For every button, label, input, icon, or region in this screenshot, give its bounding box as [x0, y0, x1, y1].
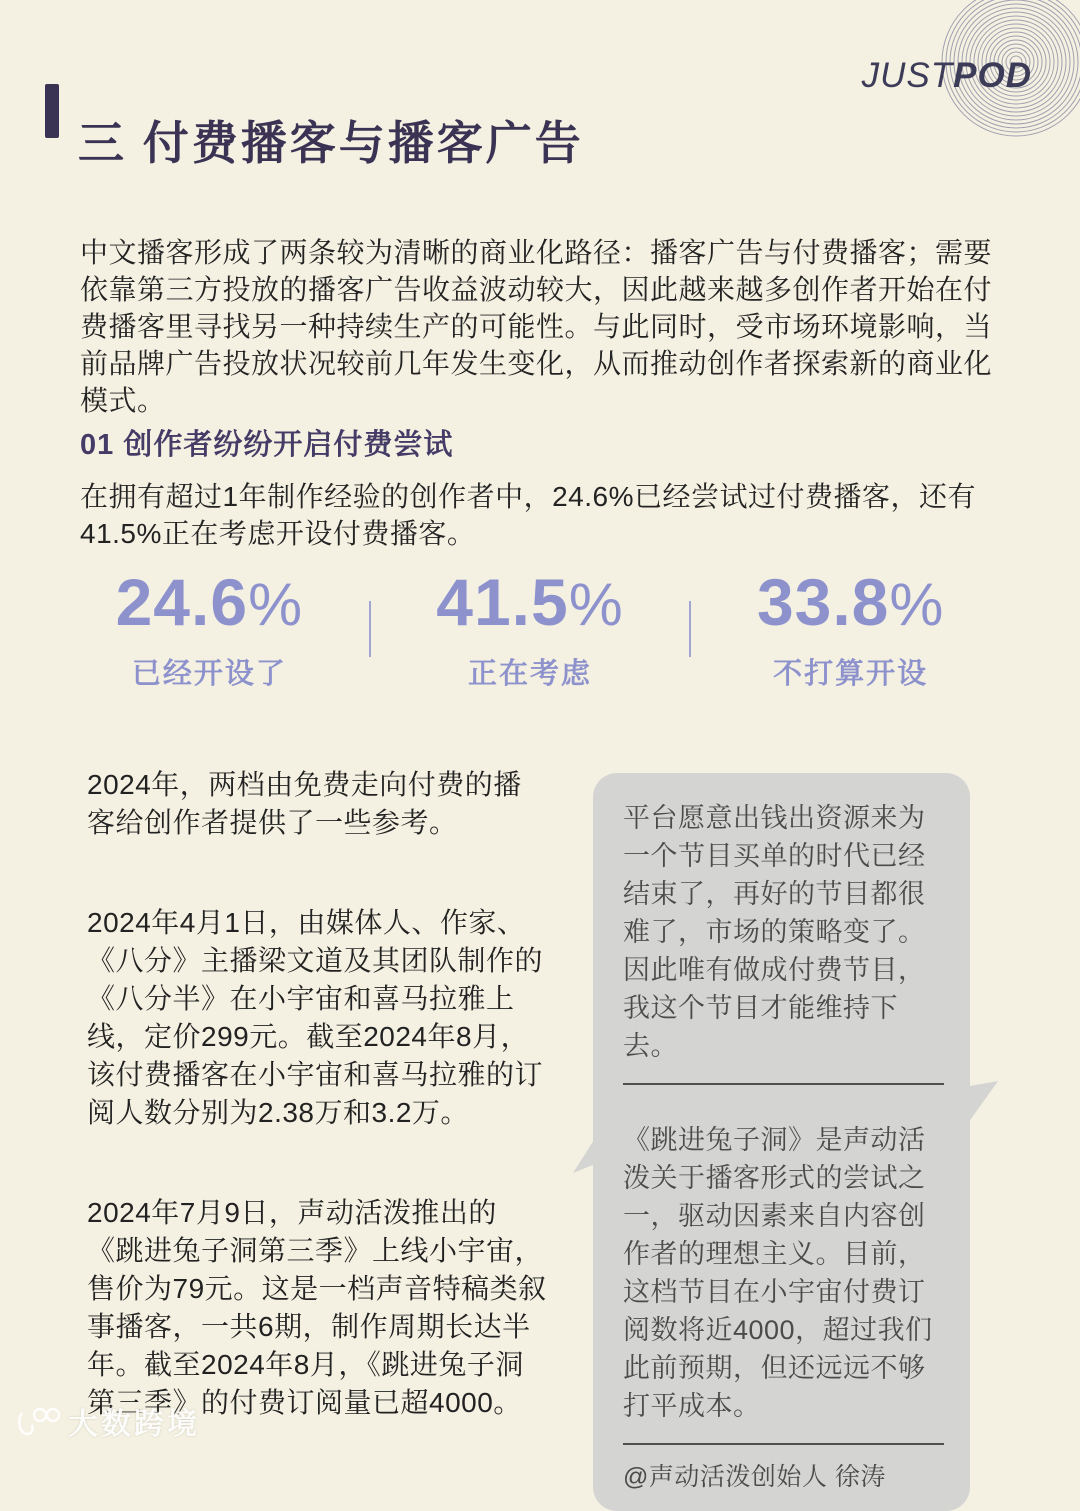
stats-row: [50, 560, 1010, 692]
justpod-logo-pod: POD: [953, 56, 1032, 95]
percent-sign: %: [248, 570, 304, 638]
quote-text: 《跳进兔子洞》是声动活泼关于播客形式的尝试之一，驱动因素来自内容创作者的理想主义。目前，这档节目在小宇宙付费订阅数将近4000，超过我们此前预期，但还远远不够打平成本。: [623, 1125, 933, 1421]
stat-already-started: [50, 560, 369, 692]
watermark: [16, 1399, 200, 1443]
percent-sign: %: [568, 570, 624, 638]
page-title: 三 付费播客与播客广告: [78, 116, 584, 169]
paragraph-rabbit-hole: 2024年7月9日，声动活泼推出的《跳进兔子洞第三季》上线小宇宙，售价为79元。这是一档声音特稿类叙事播客，一共6期，制作周期长达半年。截至2024年8月，《跳进兔子洞第三季》的付费订阅量已超4000。: [87, 1197, 547, 1418]
stat-divider: [689, 601, 691, 657]
stat-label: 正在考虑: [468, 658, 593, 691]
quote-divider: [623, 1083, 944, 1085]
stat-value: [371, 565, 690, 639]
watermark-100-icon: [16, 1403, 60, 1439]
stat-value: [691, 565, 1010, 639]
stat-label: 不打算开设: [773, 658, 929, 691]
quote-text: 平台愿意出钱出资源来为一个节目买单的时代已经结束了，再好的节目都很难了，市场的策略变了。因此唯有做成付费节目，我这个节目才能维持下去。: [623, 803, 926, 1061]
justpod-logo: [862, 56, 1032, 96]
section-heading-01: 01 创作者纷纷开启付费尝试: [80, 429, 454, 462]
quote-bubble-xu-tao: [593, 1095, 970, 1511]
quote-divider: [623, 1443, 944, 1445]
paragraph-overview: 2024年，两档由免费走向付费的播客给创作者提供了一些参考。: [87, 769, 522, 838]
paragraph-bafenban: 2024年4月1日，由媒体人、作家、《八分》主播梁文道及其团队制作的《八分半》在小宇宙和喜马拉雅上线，定价299元。截至2024年8月，该付费播客在小宇宙和喜马拉雅的订阅人数分别为2.38万和3.2万。: [87, 907, 544, 1128]
stat-considering: [371, 560, 690, 692]
stat-value: [50, 565, 369, 639]
justpod-logo-just: JUST: [861, 56, 954, 95]
stat-number: 24.6: [115, 565, 249, 639]
stat-number: 41.5: [436, 565, 569, 639]
stat-not-planning: [691, 560, 1010, 692]
section-lead-paragraph: 在拥有超过1年制作经验的创作者中，24.6%已经尝试过付费播客，还有41.5%正在考虑开设付费播客。: [80, 481, 976, 549]
title-accent-bar: [45, 84, 59, 138]
quote-author: @声动活泼创始人 徐涛: [623, 1463, 886, 1491]
watermark-text: 大数跨境: [68, 1408, 200, 1441]
left-text-column: [87, 766, 549, 1460]
percent-sign: %: [889, 570, 945, 638]
intro-paragraph: 中文播客形成了两条较为清晰的商业化路径：播客广告与付费播客；需要依靠第三方投放的播客广告收益波动较大，因此越来越多创作者开始在付费播客里寻找另一种持续生产的可能性。与此同时，受市场环境影响，当前品牌广告投放状况较前几年发生变化，从而推动创作者探索新的商业化模式。: [80, 237, 993, 416]
stat-divider: [369, 601, 371, 657]
stat-label: 已经开设了: [131, 658, 287, 691]
stat-number: 33.8: [756, 565, 890, 639]
